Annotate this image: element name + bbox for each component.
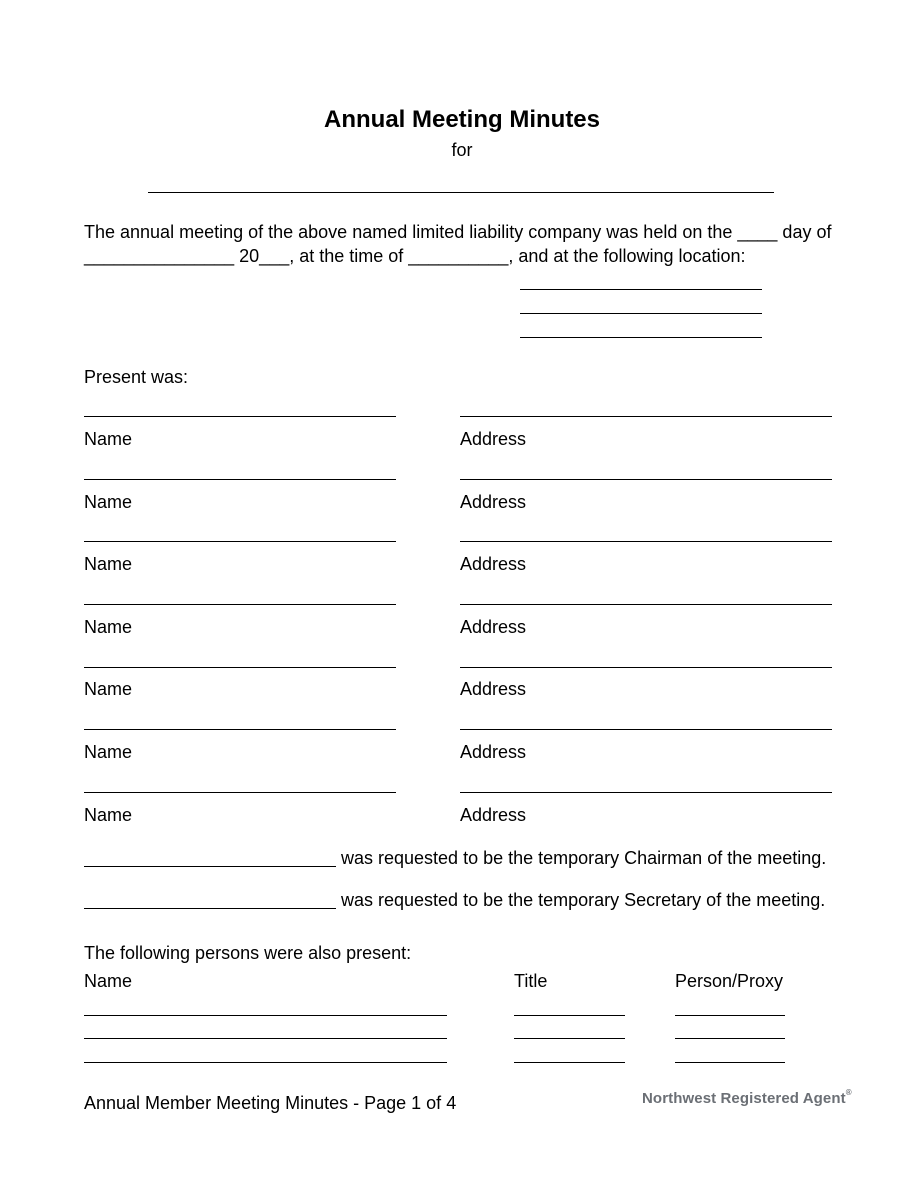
address-blank[interactable]	[460, 792, 832, 793]
name-label: Name	[84, 742, 133, 762]
name-label: Name	[84, 492, 133, 512]
page-footer: Annual Member Meeting Minutes - Page 1 of 4	[84, 1093, 457, 1113]
address-blank[interactable]	[460, 604, 832, 605]
name-label: Name	[84, 805, 133, 825]
name-blank[interactable]	[84, 667, 396, 668]
address-blank[interactable]	[460, 416, 832, 417]
chairman-name-blank[interactable]	[84, 866, 336, 867]
attendee-name-blank[interactable]	[84, 1038, 447, 1039]
address-label: Address	[460, 492, 527, 512]
name-label: Name	[84, 679, 133, 699]
name-blank[interactable]	[84, 729, 396, 730]
intro-line-1: The annual meeting of the above named limited liability company was held on the ____ day of	[84, 222, 832, 242]
column-name-header: Name	[84, 971, 133, 991]
intro-line-2: _______________ 20___, at the time of __________, and at the following location:	[84, 246, 746, 266]
name-label: Name	[84, 429, 133, 449]
subtitle-for: for	[451, 140, 473, 160]
address-blank[interactable]	[460, 667, 832, 668]
attendee-name-blank[interactable]	[84, 1062, 447, 1063]
company-name-blank[interactable]	[148, 192, 774, 193]
address-label: Address	[460, 805, 527, 825]
address-blank[interactable]	[460, 479, 832, 480]
secretary-name-blank[interactable]	[84, 908, 336, 909]
secretary-text: was requested to be the temporary Secretary of the meeting.	[341, 890, 826, 910]
address-label: Address	[460, 742, 527, 762]
address-label: Address	[460, 429, 527, 449]
also-present-label: The following persons were also present:	[84, 943, 412, 963]
brand-logo	[642, 1090, 852, 1107]
brand-name: Northwest Registered Agent	[642, 1090, 846, 1107]
registered-mark: ®	[845, 1088, 852, 1097]
column-title-header: Title	[514, 971, 548, 991]
attendee-title-blank[interactable]	[514, 1062, 625, 1063]
attendee-title-blank[interactable]	[514, 1015, 625, 1016]
attendee-proxy-blank[interactable]	[675, 1062, 785, 1063]
location-blank-1[interactable]	[520, 289, 762, 290]
address-label: Address	[460, 554, 527, 574]
attendee-proxy-blank[interactable]	[675, 1038, 785, 1039]
page-title: Annual Meeting Minutes	[324, 106, 600, 133]
address-blank[interactable]	[460, 729, 832, 730]
name-label: Name	[84, 554, 133, 574]
location-blank-3[interactable]	[520, 337, 762, 338]
name-blank[interactable]	[84, 541, 396, 542]
attendee-title-blank[interactable]	[514, 1038, 625, 1039]
name-blank[interactable]	[84, 479, 396, 480]
chairman-text: was requested to be the temporary Chairman of the meeting.	[341, 848, 827, 868]
name-label: Name	[84, 617, 133, 637]
name-blank[interactable]	[84, 604, 396, 605]
address-blank[interactable]	[460, 541, 832, 542]
name-blank[interactable]	[84, 416, 396, 417]
address-label: Address	[460, 617, 527, 637]
column-person-proxy-header: Person/Proxy	[675, 971, 784, 991]
attendee-proxy-blank[interactable]	[675, 1015, 785, 1016]
present-was-label: Present was:	[84, 367, 189, 387]
attendee-name-blank[interactable]	[84, 1015, 447, 1016]
name-blank[interactable]	[84, 792, 396, 793]
address-label: Address	[460, 679, 527, 699]
location-blank-2[interactable]	[520, 313, 762, 314]
